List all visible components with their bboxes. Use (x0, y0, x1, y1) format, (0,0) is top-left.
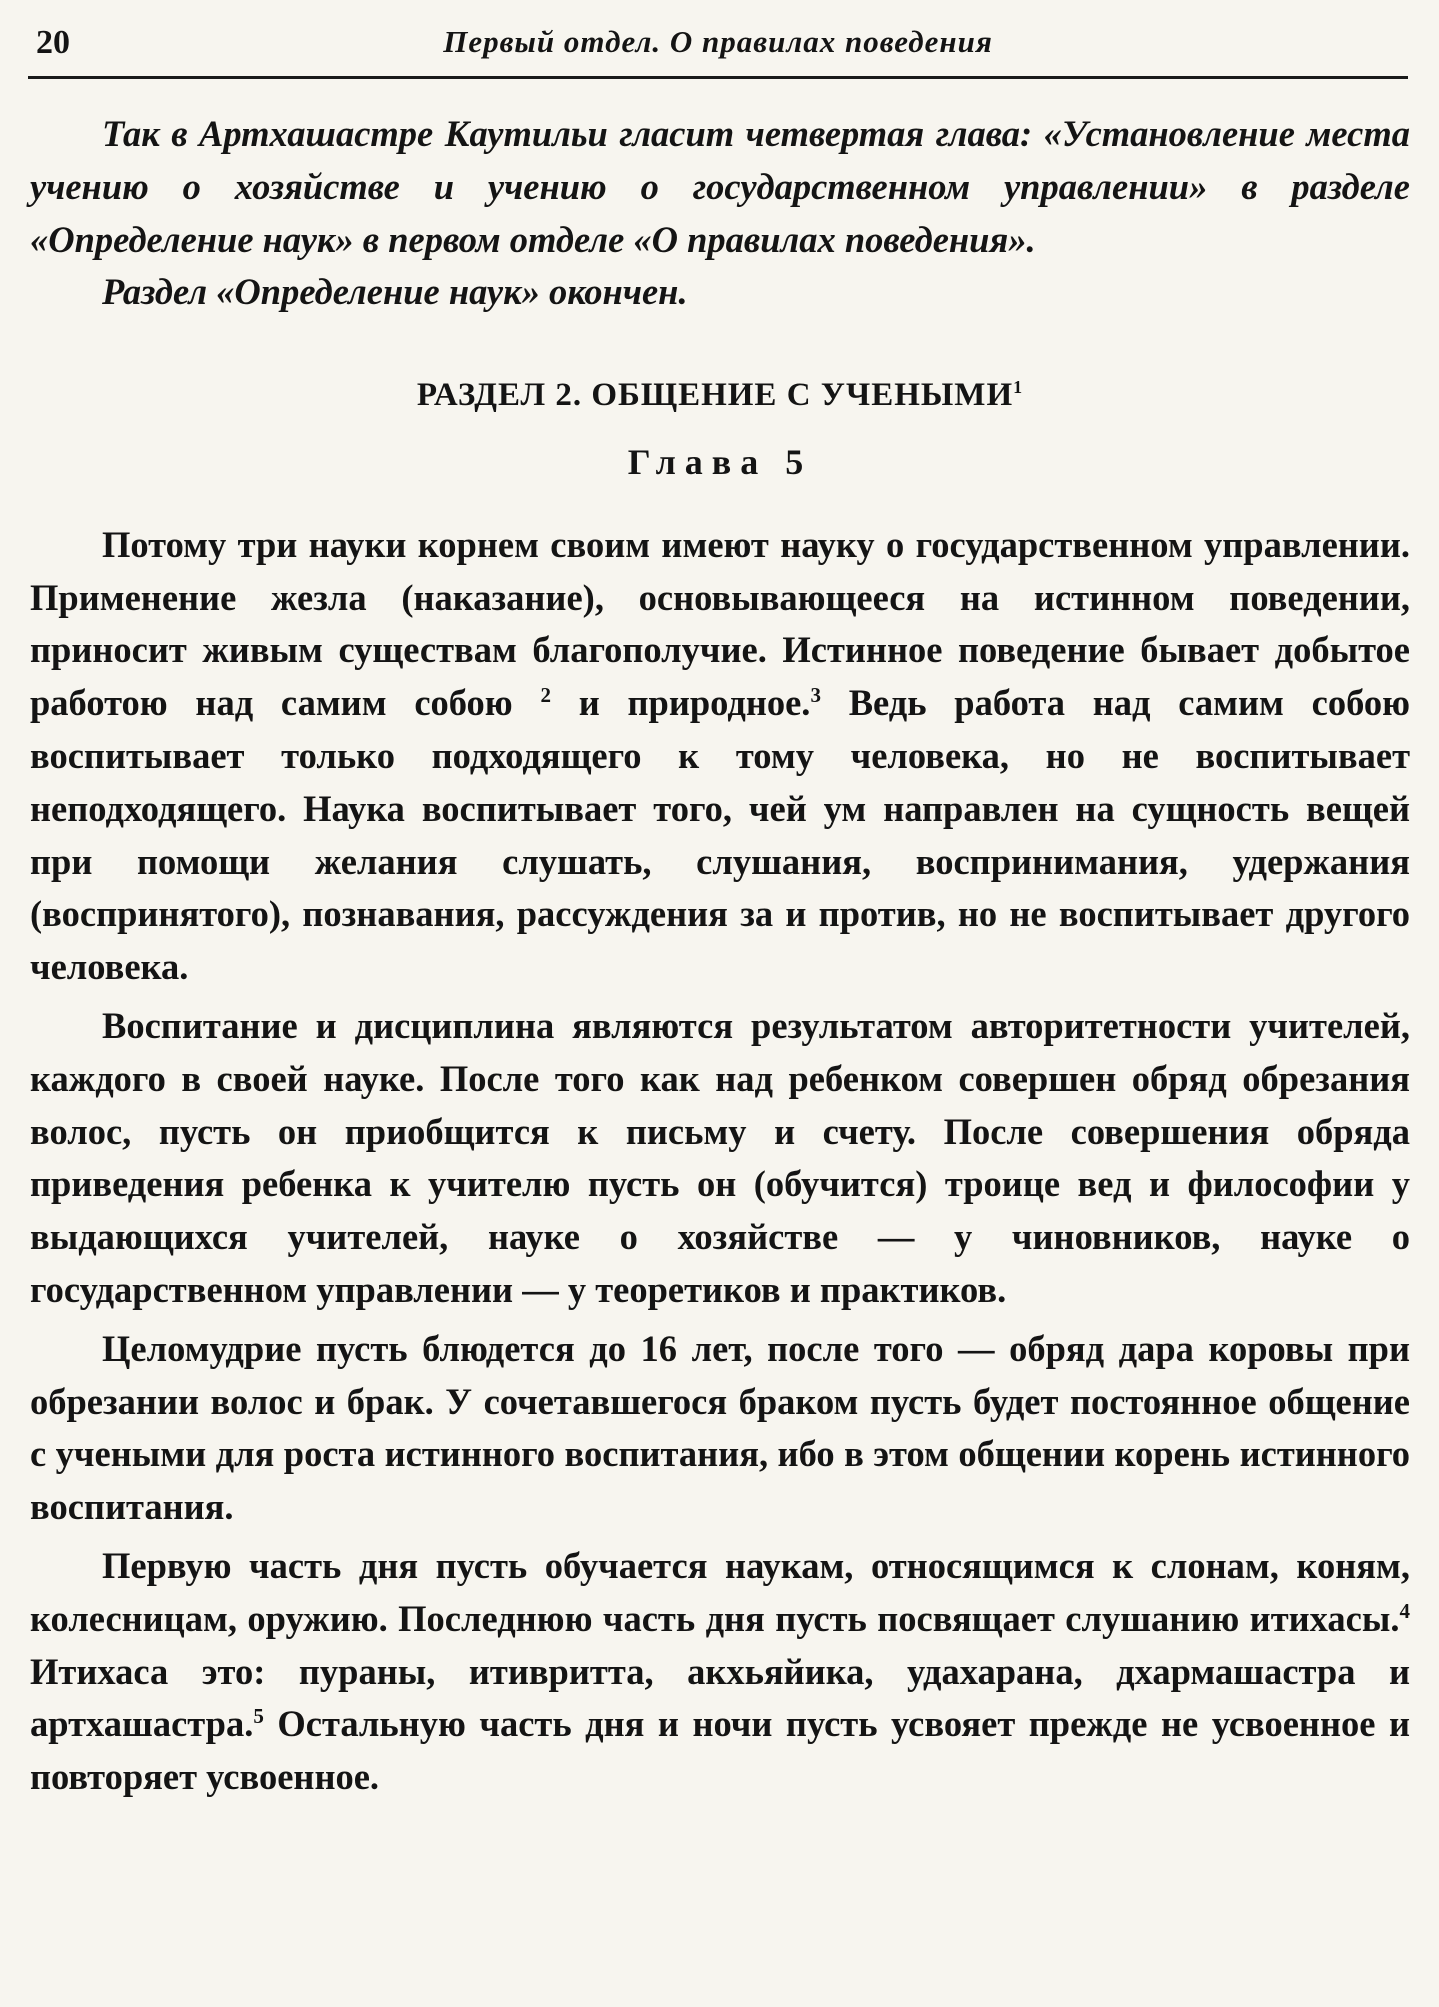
intro-block (30, 108, 1410, 319)
paragraph-text: Остальную часть дня и ночи пусть усвояет прежде не усвоенное и повторяет усвоенное. (30, 1703, 1410, 1798)
intro-paragraph: Так в Артхашастре Каутильи гласит четвертая глава: «Установление места учению о хозяйстве и учению о государственном управлении» в разделе «Определение наук» в первом отделе «О правилах поведения». (30, 113, 1410, 260)
paragraph-text: Итихаса это: пураны, итивритта, акхьяйика, удахарана, дхармашастра и артхашастра. (30, 1650, 1410, 1745)
running-title: Первый отдел. О правилах поведения (443, 24, 993, 59)
section-title-footnote-mark: 1 (1013, 377, 1024, 398)
paragraph-text: Первую часть дня пусть обучается наукам, относящимся к слонам, коням, колесницам, оружию. Последнюю часть дня пусть посвящает слушанию итихасы. (30, 1544, 1410, 1639)
footnote-mark: 3 (810, 683, 821, 708)
body-paragraph-1 (30, 519, 1410, 994)
footnote-mark: 4 (1399, 1598, 1410, 1623)
section-title (30, 369, 1410, 422)
page-number: 20 (36, 24, 70, 61)
paragraph-text: Потому три науки корнем своим имеют науку о государственном управлении. Применение жезла (наказание), основывающееся на истинном поведении, приносит живым существам благополучие. Истинное поведение бывает добытое работою над самим собою (30, 523, 1410, 724)
intro-closing-line: Раздел «Определение наук» окончен. (102, 271, 688, 313)
body-paragraph-2: Воспитание и дисциплина являются результатом авторитетности учителей, каждого в своей науке. После того как над ребенком совершен обряд обрезания волос, пусть он приобщится к письму и счету. После совершения обряда приведения ребенка к учителю пусть он (обучится) троице вед и философии у выдающихся учителей, науке о хозяйстве — у чиновников, науке о государственном управлении — у теоретиков и практиков. (30, 1004, 1410, 1310)
footnote-mark: 2 (540, 683, 551, 708)
page-header (28, 14, 1408, 79)
body-paragraph-4 (30, 1540, 1410, 1804)
section-title-text: РАЗДЕЛ 2. ОБЩЕНИЕ С УЧЕНЫМИ (416, 377, 1014, 414)
paragraph-text: и природное. (550, 682, 811, 724)
body-paragraph-3: Целомудрие пусть блюдется до 16 лет, после того — обряд дара коровы при обрезании волос и брак. У сочетавшегося браком пусть будет постоянное общение с учеными для роста истинного воспитания, ибо в этом общении корень истинного воспитания. (30, 1327, 1410, 1528)
chapter-title: Глава 5 (627, 441, 813, 482)
paragraph-text: Ведь работа над самим собою воспитывает только подходящего к тому человека, но не воспитывает неподходящего. Наука воспитывает того, чей ум направлен на сущность вещей при помощи желания слушать, слушания, воспринимания, удержания (воспринятого), познавания, рассуждения за и против, но не воспитывает другого человека. (30, 682, 1410, 988)
footnote-mark: 5 (253, 1704, 264, 1729)
page-body (30, 108, 1410, 1804)
